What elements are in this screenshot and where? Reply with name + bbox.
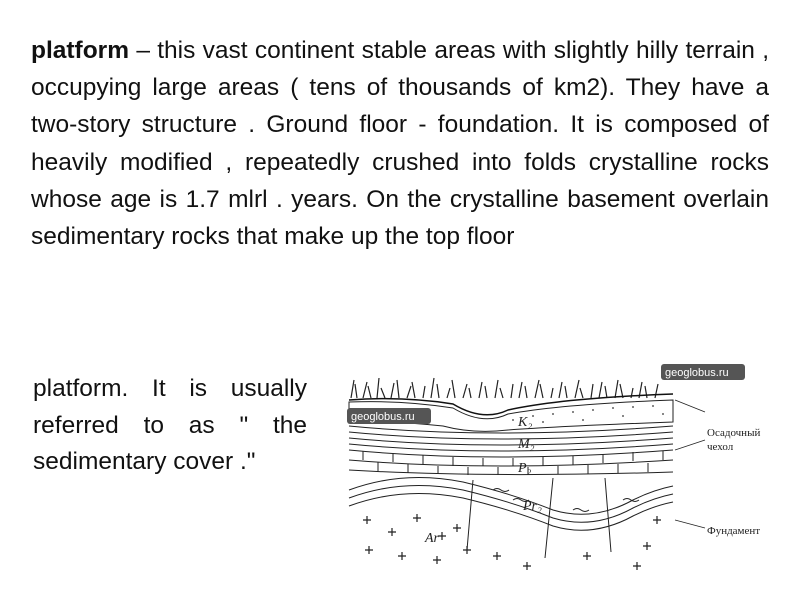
layer-label-ar: Ar — [425, 531, 439, 546]
watermark-left: geoglobus.ru — [351, 411, 415, 423]
layer-label-pr2: Pr₂ — [523, 499, 542, 514]
layer-label-m2: M₂ — [518, 437, 535, 452]
label-cover-line2: чехол — [707, 441, 734, 453]
watermark-top: geoglobus.ru — [665, 367, 729, 379]
side-paragraph: platform. It is usually referred to as " the sedimentary cover ." — [33, 375, 307, 475]
main-paragraph — [31, 32, 769, 255]
layer-label-k2: K₂ — [518, 415, 533, 430]
layer-pr2 — [349, 478, 673, 559]
label-basement: Фундамент — [707, 525, 761, 537]
term-platform: platform — [31, 37, 129, 64]
term-dash: – — [136, 37, 150, 64]
cross-section-diagram — [343, 360, 783, 580]
vegetation-icon — [351, 378, 658, 398]
basement-crosses — [363, 514, 661, 570]
label-cover-line1: Осадочный — [707, 427, 761, 439]
layer-label-p2: P₂ — [518, 461, 532, 476]
layer-p2 — [349, 450, 673, 475]
paragraph-body: this vast continent stable areas with slightly hilly terrain , occupying large areas ( tens of thousands of km2). They have a two-story structure . Ground floor - foundation. It is composed of heavily modified , repeatedly crushed into folds crystalline rocks whose age is 1.7 mlrl . years. On the crystalline basement overlain sedimentary rocks that make up the top floor — [31, 37, 770, 251]
platform-cross-section-figure — [343, 360, 783, 580]
